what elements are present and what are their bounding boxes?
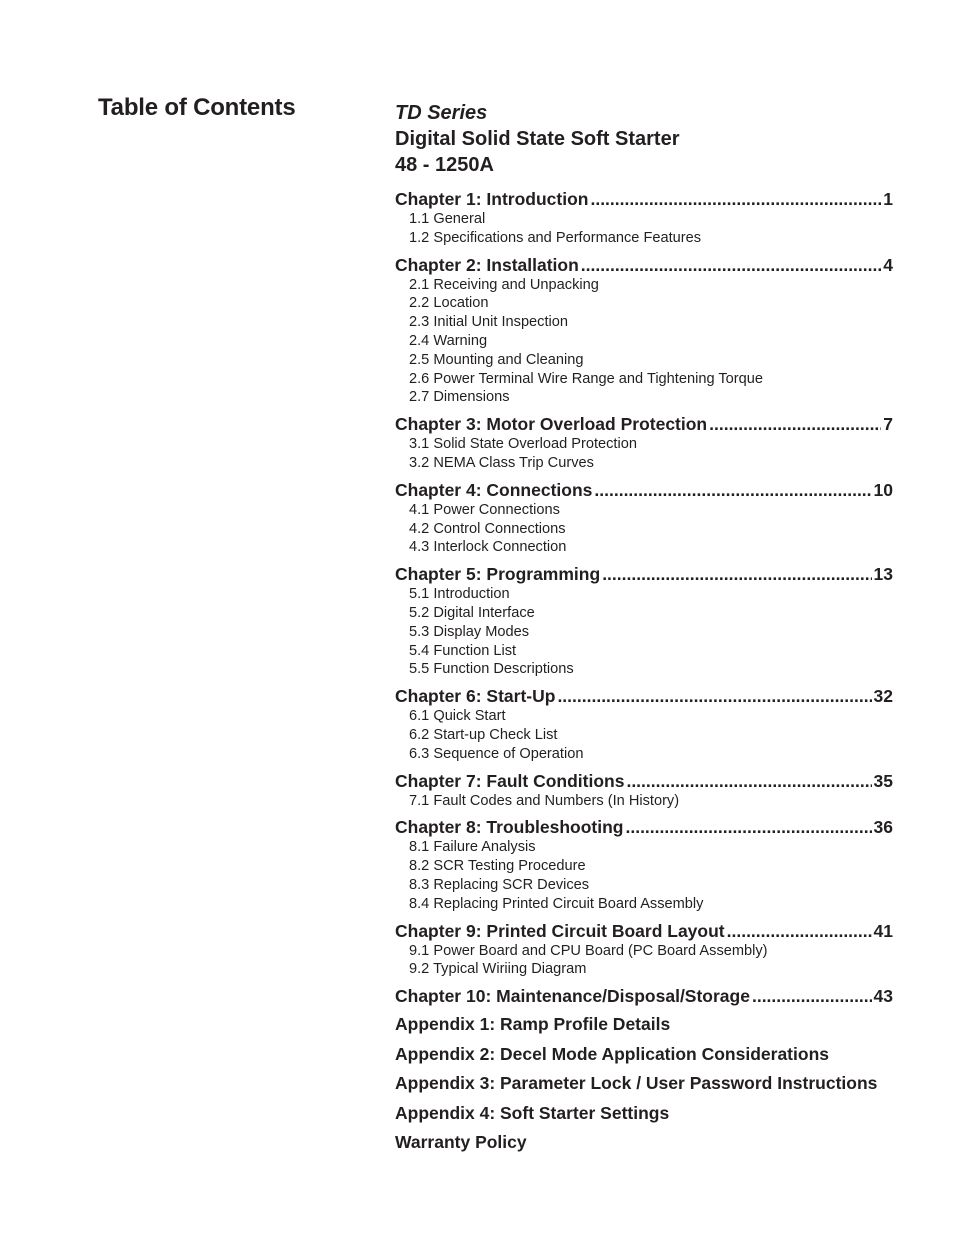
- section-list: [395, 792, 895, 811]
- appendix-item[interactable]: Appendix 2: Decel Mode Application Considerations: [395, 1043, 829, 1064]
- section-list: [395, 838, 895, 913]
- chapter-row[interactable]: [395, 816, 893, 838]
- dot-leader: [625, 816, 871, 838]
- section-item[interactable]: 4.2 Control Connections: [409, 520, 566, 537]
- section-item[interactable]: 5.1 Introduction: [409, 586, 510, 603]
- chapter-title: Chapter 8: Troubleshooting: [395, 817, 624, 838]
- section-item[interactable]: 2.5 Mounting and Cleaning: [409, 351, 584, 368]
- chapter-row[interactable]: [395, 770, 893, 792]
- page-heading: Table of Contents: [98, 94, 296, 121]
- section-item[interactable]: 2.1 Receiving and Unpacking: [409, 276, 599, 293]
- section-item[interactable]: 7.1 Fault Codes and Numbers (In History): [409, 792, 680, 809]
- section-list: [395, 276, 895, 408]
- chapter-page-number: 1: [883, 189, 893, 209]
- chapter-page-number: 13: [873, 564, 893, 585]
- chapter-row[interactable]: [395, 479, 893, 501]
- appendix-item[interactable]: Appendix 4: Soft Starter Settings: [395, 1102, 670, 1123]
- series-name: TD Series: [395, 102, 488, 124]
- section-item[interactable]: 8.4 Replacing Printed Circuit Board Assembly: [409, 895, 704, 912]
- dot-leader: [581, 254, 881, 276]
- section-item[interactable]: 2.3 Initial Unit Inspection: [409, 314, 568, 331]
- section-item[interactable]: 5.2 Digital Interface: [409, 604, 535, 621]
- chapter-row[interactable]: [395, 985, 893, 1007]
- appendix-item[interactable]: Warranty Policy: [395, 1132, 527, 1153]
- section-item[interactable]: 6.2 Start-up Check List: [409, 726, 558, 743]
- dot-leader: [557, 685, 871, 707]
- chapter-entry: [395, 685, 895, 763]
- chapter-entry: [395, 816, 895, 913]
- section-item[interactable]: 5.5 Function Descriptions: [409, 661, 574, 678]
- section-list: [395, 210, 895, 248]
- section-item[interactable]: 6.1 Quick Start: [409, 708, 506, 725]
- appendix-item[interactable]: Appendix 1: Ramp Profile Details: [395, 1014, 671, 1035]
- section-item[interactable]: 8.3 Replacing SCR Devices: [409, 876, 590, 893]
- section-list: [395, 585, 895, 679]
- section-item[interactable]: 8.1 Failure Analysis: [409, 839, 536, 856]
- dot-leader: [602, 563, 871, 585]
- chapter-entry: [395, 254, 895, 408]
- chapter-row[interactable]: [395, 254, 893, 276]
- dot-leader: [594, 479, 871, 501]
- table-of-contents: [395, 100, 895, 1161]
- chapter-entry: [395, 770, 895, 811]
- chapter-entry: [395, 985, 895, 1007]
- section-item[interactable]: 2.7 Dimensions: [409, 389, 510, 406]
- section-item[interactable]: 4.3 Interlock Connection: [409, 539, 567, 556]
- chapter-row[interactable]: [395, 685, 893, 707]
- appendix-list: [395, 1013, 895, 1153]
- chapter-entry: [395, 479, 895, 557]
- section-item[interactable]: 2.4 Warning: [409, 332, 488, 349]
- section-item[interactable]: 2.2 Location: [409, 295, 489, 312]
- section-item[interactable]: 9.1 Power Board and CPU Board (PC Board Assembly): [409, 942, 768, 959]
- section-list: [395, 942, 895, 980]
- chapter-page-number: 36: [873, 817, 893, 838]
- chapter-title: Chapter 7: Fault Conditions: [395, 770, 625, 791]
- chapter-entry: [395, 188, 895, 248]
- chapter-page-number: 35: [873, 770, 893, 791]
- chapter-title: Chapter 5: Programming: [395, 564, 601, 585]
- section-list: [395, 435, 895, 473]
- chapter-page-number: 41: [873, 920, 893, 941]
- section-item[interactable]: 6.3 Sequence of Operation: [409, 745, 584, 762]
- chapter-page-number: 43: [873, 986, 893, 1007]
- section-list: [395, 707, 895, 763]
- chapter-title: Chapter 1: Introduction: [395, 189, 589, 209]
- chapter-page-number: 7: [883, 414, 893, 435]
- chapter-title: Chapter 6: Start-Up: [395, 686, 556, 707]
- chapter-list: [395, 188, 895, 1007]
- chapter-entry: [395, 920, 895, 980]
- section-item[interactable]: 8.2 SCR Testing Procedure: [409, 858, 586, 875]
- chapter-row[interactable]: [395, 920, 893, 942]
- section-item[interactable]: 9.2 Typical Wiriing Diagram: [409, 961, 587, 978]
- chapter-page-number: 10: [873, 479, 893, 500]
- appendix-item[interactable]: Appendix 3: Parameter Lock / User Password Instructions: [395, 1073, 878, 1094]
- section-item[interactable]: 3.1 Solid State Overload Protection: [409, 436, 637, 453]
- chapter-page-number: 32: [873, 686, 893, 707]
- current-range: 48 - 1250A: [395, 154, 494, 176]
- dot-leader: [727, 920, 872, 942]
- section-item[interactable]: 3.2 NEMA Class Trip Curves: [409, 454, 594, 471]
- chapter-title: Chapter 9: Printed Circuit Board Layout: [395, 920, 725, 941]
- chapter-title: Chapter 4: Connections: [395, 479, 593, 500]
- chapter-page-number: 4: [883, 254, 893, 275]
- chapter-title: Chapter 3: Motor Overload Protection: [395, 414, 708, 435]
- chapter-title: Chapter 2: Installation: [395, 254, 579, 275]
- section-item[interactable]: 2.6 Power Terminal Wire Range and Tightening Torque: [409, 370, 763, 387]
- section-list: [395, 501, 895, 557]
- chapter-row[interactable]: [395, 188, 893, 210]
- section-item[interactable]: 1.2 Specifications and Performance Features: [409, 229, 702, 246]
- chapter-row[interactable]: [395, 563, 893, 585]
- chapter-row[interactable]: [395, 413, 893, 435]
- document-title: [395, 100, 895, 178]
- section-item[interactable]: 1.1 General: [409, 211, 486, 227]
- chapter-title: Chapter 10: Maintenance/Disposal/Storage: [395, 986, 750, 1007]
- dot-leader: [590, 188, 881, 210]
- dot-leader: [626, 770, 871, 792]
- chapter-entry: [395, 413, 895, 473]
- chapter-entry: [395, 563, 895, 679]
- section-item[interactable]: 5.3 Display Modes: [409, 623, 530, 640]
- section-item[interactable]: 5.4 Function List: [409, 642, 517, 659]
- dot-leader: [709, 413, 881, 435]
- section-item[interactable]: 4.1 Power Connections: [409, 501, 560, 518]
- product-name: Digital Solid State Soft Starter: [395, 128, 680, 150]
- dot-leader: [752, 985, 872, 1007]
